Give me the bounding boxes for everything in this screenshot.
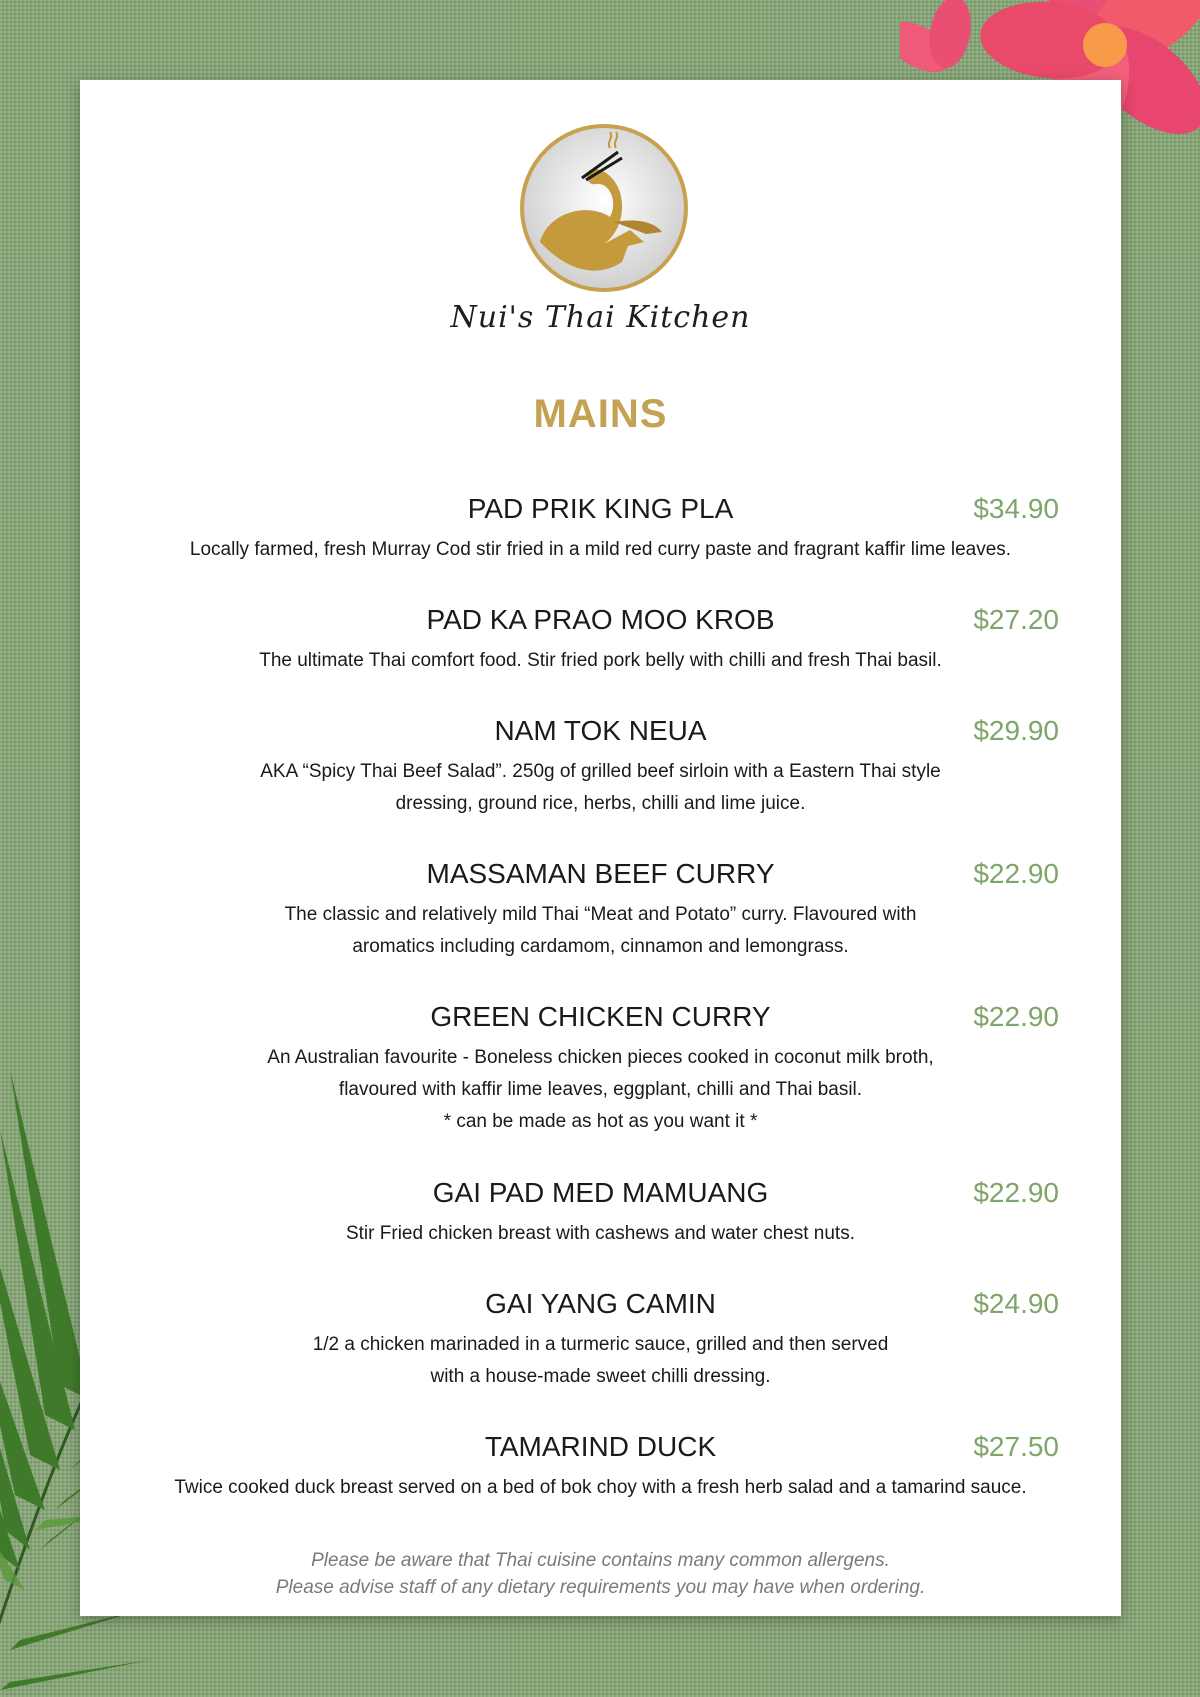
- brand-name: Nui's Thai Kitchen: [450, 300, 751, 335]
- allergen-notice-line: Please be aware that Thai cuisine contains many common allergens.: [311, 1550, 890, 1571]
- dish-description: [120, 1042, 1081, 1138]
- dish-price: $22.90: [973, 1177, 1059, 1208]
- dish-price: $22.90: [973, 1001, 1059, 1032]
- dish-name: MASSAMAN BEEF CURRY: [426, 858, 775, 889]
- dish-description-line: The ultimate Thai comfort food. Stir fried pork belly with chilli and fresh Thai basil.: [259, 650, 942, 671]
- dish-description-line: Locally farmed, fresh Murray Cod stir fried in a mild red curry paste and fragrant kaffir lime leaves.: [189, 539, 1012, 560]
- dish-description: [120, 1218, 1081, 1250]
- dish-description: [120, 1329, 1081, 1393]
- dish-description-line: The classic and relatively mild Thai “Meat and Potato” curry. Flavoured with: [284, 904, 917, 925]
- dish-price: $34.90: [973, 493, 1059, 524]
- dish-description-line: with a house-made sweet chilli dressing.: [430, 1366, 771, 1387]
- dish-description: [120, 899, 1081, 963]
- dish-description: [120, 534, 1081, 566]
- dish-description: [120, 756, 1081, 820]
- dish-name: GAI PAD MED MAMUANG: [432, 1177, 769, 1208]
- allergen-notice-line: Please advise staff of any dietary requirements you may have when ordering.: [275, 1577, 926, 1598]
- dish-description-line: * can be made as hot as you want it *: [443, 1111, 758, 1132]
- allergen-notice: [80, 1547, 1121, 1601]
- menu-card: [80, 80, 1121, 1616]
- dish-description-line: Twice cooked duck breast served on a bed of bok choy with a fresh herb salad and a tamarind sauce.: [174, 1477, 1027, 1498]
- dish-description-line: AKA “Spicy Thai Beef Salad”. 250g of grilled beef sirloin with a Eastern Thai style: [260, 761, 941, 782]
- dish-description-line: aromatics including cardamom, cinnamon and lemongrass.: [352, 936, 849, 957]
- dish-description: [120, 645, 1081, 677]
- dish-description-line: dressing, ground rice, herbs, chilli and lime juice.: [395, 793, 806, 814]
- dish-price: $24.90: [973, 1288, 1059, 1319]
- logo: [80, 122, 1121, 352]
- dish-price: $29.90: [973, 715, 1059, 746]
- dish-name: PAD PRIK KING PLA: [467, 493, 734, 524]
- dish-description-line: 1/2 a chicken marinaded in a turmeric sauce, grilled and then served: [312, 1334, 889, 1355]
- dish-description: [120, 1472, 1081, 1504]
- elephant-chopsticks-logo-icon: [518, 122, 690, 294]
- dish-name: NAM TOK NEUA: [494, 715, 707, 746]
- dish-description-line: Stir Fried chicken breast with cashews and water chest nuts.: [345, 1223, 855, 1244]
- dish-price: $27.50: [973, 1431, 1059, 1462]
- dish-name: GAI YANG CAMIN: [485, 1288, 716, 1319]
- dish-name: PAD KA PRAO MOO KROB: [426, 604, 775, 635]
- dish-price: $22.90: [973, 858, 1059, 889]
- dish-name: GREEN CHICKEN CURRY: [430, 1001, 771, 1032]
- section-title: MAINS: [533, 392, 668, 436]
- dish-price: $27.20: [973, 604, 1059, 635]
- dish-description-line: flavoured with kaffir lime leaves, eggplant, chilli and Thai basil.: [338, 1079, 863, 1100]
- dish-description-line: An Australian favourite - Boneless chicken pieces cooked in coconut milk broth,: [267, 1047, 934, 1068]
- dish-name: TAMARIND DUCK: [484, 1431, 717, 1462]
